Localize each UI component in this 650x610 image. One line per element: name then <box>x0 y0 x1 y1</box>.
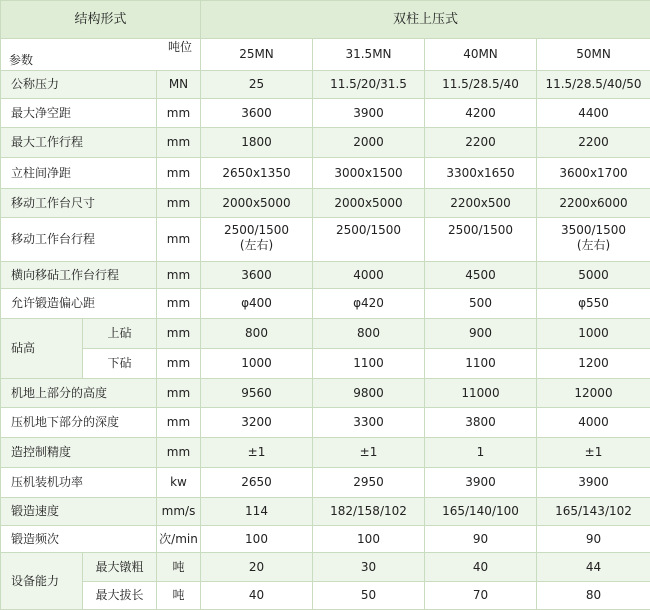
row-unit: mm <box>157 289 201 319</box>
tonnage-label: 吨位 <box>167 40 192 54</box>
cell-value: 1 <box>425 438 537 468</box>
table-row <box>1 408 650 438</box>
tonnage-param-cell <box>1 39 201 71</box>
cell-value: 9800 <box>313 379 425 408</box>
cell-value: 2000x5000 <box>313 189 425 218</box>
row-unit: MN <box>157 71 201 99</box>
row-unit: mm <box>157 189 201 218</box>
row-unit: mm <box>157 319 201 349</box>
cell-value: 2950 <box>313 468 425 498</box>
sub-row-label: 最大镦粗 <box>83 553 157 582</box>
cell-value-main: 2500/1500 <box>335 223 402 237</box>
row-unit: mm/s <box>157 498 201 526</box>
table-row <box>1 582 650 610</box>
cell-value: 11.5/28.5/40/50 <box>537 71 650 99</box>
table-row <box>1 319 650 349</box>
cell-value: 3200 <box>201 408 313 438</box>
row-label: 压机装机功率 <box>1 468 157 498</box>
row-unit: 吨 <box>157 582 201 610</box>
row-unit: mm <box>157 438 201 468</box>
row-label: 移动工作台尺寸 <box>1 189 157 218</box>
model-40mn: 40MN <box>425 39 537 71</box>
model-31-5mn: 31.5MN <box>313 39 425 71</box>
row-unit: kw <box>157 468 201 498</box>
cell-value: 2650x1350 <box>201 158 313 189</box>
cell-value: ±1 <box>537 438 650 468</box>
group-label-capacity: 设备能力 <box>1 553 83 610</box>
cell-value: 20 <box>201 553 313 582</box>
cell-value: 165/143/102 <box>537 498 650 526</box>
row-label: 移动工作台行程 <box>1 218 157 262</box>
table-row <box>1 189 650 218</box>
cell-value: 4400 <box>537 99 650 128</box>
cell-value: 90 <box>425 526 537 553</box>
cell-value-main: 3500/1500 <box>560 223 627 237</box>
sub-row-label: 上砧 <box>83 319 157 349</box>
row-unit: mm <box>157 128 201 158</box>
table-row <box>1 71 650 99</box>
model-50mn: 50MN <box>537 39 650 71</box>
cell-value: 3000x1500 <box>313 158 425 189</box>
cell-value: 12000 <box>537 379 650 408</box>
cell-value-note: (左右) <box>576 238 611 252</box>
cell-value: 3300x1650 <box>425 158 537 189</box>
row-unit: mm <box>157 379 201 408</box>
row-unit: 次/min <box>157 526 201 553</box>
cell-value: 25 <box>201 71 313 99</box>
row-unit: mm <box>157 158 201 189</box>
cell-value: 4000 <box>313 262 425 289</box>
table-row <box>1 379 650 408</box>
cell-value: 4500 <box>425 262 537 289</box>
row-label: 最大净空距 <box>1 99 157 128</box>
table-row <box>1 128 650 158</box>
cell-value: 1800 <box>201 128 313 158</box>
param-label: 参数 <box>9 53 34 67</box>
cell-value: 11.5/20/31.5 <box>313 71 425 99</box>
table-row <box>1 262 650 289</box>
row-label: 压机地下部分的深度 <box>1 408 157 438</box>
cell-value: 3900 <box>425 468 537 498</box>
cell-value: 165/140/100 <box>425 498 537 526</box>
cell-value-main: 2500/1500 <box>447 223 514 237</box>
cell-value: 3600 <box>201 99 313 128</box>
cell-value: 44 <box>537 553 650 582</box>
sub-row-label: 最大拔长 <box>83 582 157 610</box>
cell-value: 2000x5000 <box>201 189 313 218</box>
cell-value: 70 <box>425 582 537 610</box>
cell-value: 11.5/28.5/40 <box>425 71 537 99</box>
table-row <box>1 158 650 189</box>
cell-value <box>537 218 650 262</box>
cell-value: φ550 <box>537 289 650 319</box>
cell-value: 2650 <box>201 468 313 498</box>
table-row <box>1 218 650 262</box>
group-label-anvil-height: 砧高 <box>1 319 83 379</box>
row-unit: mm <box>157 218 201 262</box>
cell-value: 3300 <box>313 408 425 438</box>
cell-value: 4200 <box>425 99 537 128</box>
cell-value <box>313 218 425 262</box>
cell-value: 3600x1700 <box>537 158 650 189</box>
cell-value: 2200x500 <box>425 189 537 218</box>
cell-value: 500 <box>425 289 537 319</box>
cell-value: 182/158/102 <box>313 498 425 526</box>
cell-value: 1100 <box>425 349 537 379</box>
row-label: 造控制精度 <box>1 438 157 468</box>
machine-type: 双柱上压式 <box>201 1 650 39</box>
table-row <box>1 498 650 526</box>
row-label: 立柱间净距 <box>1 158 157 189</box>
cell-value: 2000 <box>313 128 425 158</box>
cell-value-note: (左右) <box>239 238 274 252</box>
cell-value: 100 <box>201 526 313 553</box>
cell-value <box>425 218 537 262</box>
cell-value: 114 <box>201 498 313 526</box>
cell-value: 5000 <box>537 262 650 289</box>
structure-label: 结构形式 <box>1 1 201 39</box>
cell-value: 900 <box>425 319 537 349</box>
cell-value: ±1 <box>201 438 313 468</box>
cell-value: 30 <box>313 553 425 582</box>
cell-value: 1100 <box>313 349 425 379</box>
cell-value: φ400 <box>201 289 313 319</box>
row-label: 允许锻造偏心距 <box>1 289 157 319</box>
table-row <box>1 289 650 319</box>
cell-value: 3800 <box>425 408 537 438</box>
cell-value: 2200x6000 <box>537 189 650 218</box>
row-unit: mm <box>157 408 201 438</box>
model-25mn: 25MN <box>201 39 313 71</box>
cell-value: 800 <box>201 319 313 349</box>
cell-value: 40 <box>201 582 313 610</box>
cell-value: 50 <box>313 582 425 610</box>
table-row <box>1 553 650 582</box>
cell-value: 1200 <box>537 349 650 379</box>
cell-value: 2200 <box>537 128 650 158</box>
row-label: 锻造频次 <box>1 526 157 553</box>
row-label: 公称压力 <box>1 71 157 99</box>
cell-value-main: 2500/1500 <box>223 223 290 237</box>
table-row <box>1 438 650 468</box>
cell-value: 1000 <box>201 349 313 379</box>
row-label: 最大工作行程 <box>1 128 157 158</box>
cell-value: 40 <box>425 553 537 582</box>
row-unit: 吨 <box>157 553 201 582</box>
cell-value <box>201 218 313 262</box>
table-row <box>1 349 650 379</box>
cell-value: 100 <box>313 526 425 553</box>
cell-value: 80 <box>537 582 650 610</box>
row-label: 锻造速度 <box>1 498 157 526</box>
cell-value: 9560 <box>201 379 313 408</box>
cell-value: 1000 <box>537 319 650 349</box>
row-label: 横向移砧工作台行程 <box>1 262 157 289</box>
cell-value: 11000 <box>425 379 537 408</box>
cell-value: 3600 <box>201 262 313 289</box>
cell-value: 90 <box>537 526 650 553</box>
cell-value: 2200 <box>425 128 537 158</box>
table-row <box>1 99 650 128</box>
row-unit: mm <box>157 99 201 128</box>
table-row <box>1 526 650 553</box>
cell-value: 3900 <box>537 468 650 498</box>
row-label: 机地上部分的高度 <box>1 379 157 408</box>
cell-value: 800 <box>313 319 425 349</box>
table-row <box>1 468 650 498</box>
cell-value: 3900 <box>313 99 425 128</box>
sub-row-label: 下砧 <box>83 349 157 379</box>
cell-value: φ420 <box>313 289 425 319</box>
row-unit: mm <box>157 349 201 379</box>
row-unit: mm <box>157 262 201 289</box>
cell-value: 4000 <box>537 408 650 438</box>
cell-value: ±1 <box>313 438 425 468</box>
